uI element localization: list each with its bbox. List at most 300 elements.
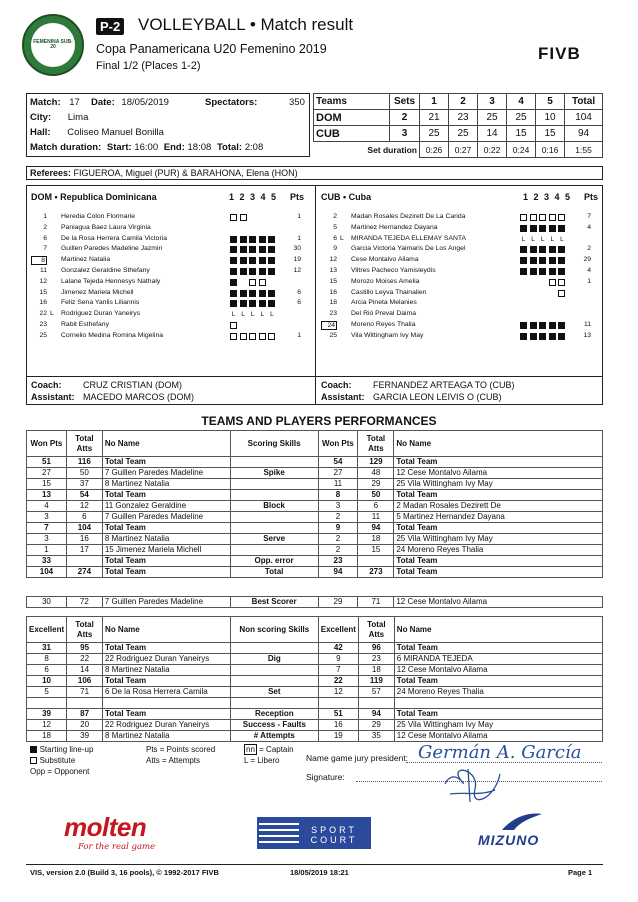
- score-header: 4: [507, 94, 536, 110]
- player-name: Moreno Reyes Thalia: [351, 321, 416, 328]
- legend-text: = Captain: [259, 745, 294, 754]
- end-value: 18:08: [187, 142, 212, 153]
- best-scorer-table: [26, 596, 603, 608]
- legend-opp: Opp = Opponent: [30, 767, 90, 776]
- player-number: 5: [333, 223, 337, 231]
- assistant-name: MACEDO MARCOS (DOM): [83, 392, 194, 402]
- hall-value: Coliseo Manuel Bonilla: [67, 127, 164, 138]
- empty-square-icon: [230, 333, 237, 340]
- player-name: Paniagua Baez Laura Virginia: [61, 223, 151, 231]
- stat-cell: 25 Vila Wittingham Ivy May: [394, 534, 603, 545]
- stat-cell: Total Team: [103, 676, 231, 687]
- skill-name: [230, 676, 318, 687]
- stat-cell: 50: [66, 468, 102, 479]
- mizuno-logo: MIZUNO: [478, 832, 540, 848]
- stat-cell: 25 Vila Wittingham Ivy May: [394, 719, 602, 730]
- player-number: 23: [329, 310, 337, 318]
- player-row: [31, 321, 313, 332]
- filled-square-icon: [240, 236, 247, 243]
- player-points: 1: [297, 234, 301, 242]
- player-name: Morozo Moises Amelia: [351, 277, 420, 285]
- spectators-label: Spectators:: [205, 97, 258, 108]
- legend-captain: [244, 744, 294, 755]
- libero-set-marker: L: [550, 235, 555, 243]
- player-number: 23: [39, 321, 47, 328]
- set-score: 25: [507, 110, 536, 126]
- player-name: Guillen Paredes Madeline Jazmin: [61, 245, 163, 253]
- skill-name: Opp. error: [230, 556, 318, 567]
- performance-row: [27, 708, 603, 719]
- total-value: 2:08: [244, 142, 264, 153]
- player-points: 1: [297, 331, 301, 339]
- skill-name: Reception: [230, 708, 318, 719]
- referees-label: Referees:: [30, 168, 72, 178]
- president-name-handwritten: Germán A. García: [418, 742, 582, 763]
- stat-cell: 104: [66, 523, 102, 534]
- set-participation: [230, 311, 278, 318]
- coach-label: Coach:: [31, 380, 62, 390]
- player-number: 15: [329, 277, 337, 285]
- stat-cell: 17: [66, 545, 102, 556]
- page-title: VOLLEYBALL • Match result: [138, 15, 354, 34]
- player-name: MIRANDA TEJEDA ELLEMAY SANTA: [351, 234, 467, 242]
- logo-inner: [31, 23, 75, 67]
- player-row: [31, 256, 313, 267]
- filled-square-icon: [539, 257, 546, 264]
- filled-square-icon: [230, 257, 237, 264]
- set-slot-blank: [259, 214, 266, 221]
- player-name: Cornelio Medina Romina Migelina: [61, 331, 164, 339]
- filled-square-icon: [520, 246, 527, 253]
- stat-cell: Total Team: [394, 523, 603, 534]
- stat-cell: 12 Cese Montalvo Ailama: [394, 597, 603, 608]
- player-name: Martinez Hernandez Dayana: [351, 223, 438, 231]
- empty-square-icon: [520, 214, 527, 221]
- stat-cell: 16: [66, 534, 102, 545]
- hall-row: [30, 127, 164, 138]
- player-number: 7: [43, 245, 47, 253]
- legend-mid: [146, 744, 215, 766]
- set-slot-blank: [259, 322, 266, 329]
- stat-cell: 24 Moreno Reyes Thalia: [394, 545, 603, 556]
- player-points: 29: [583, 256, 591, 264]
- player-name: Gonzalez Geraldine Sthefany: [61, 267, 150, 274]
- match-date: 18/05/2019: [121, 97, 169, 108]
- player-number: 6: [333, 234, 337, 242]
- skill-name: Best Scorer: [230, 597, 318, 608]
- stat-cell: 71: [67, 687, 103, 698]
- city-row: [30, 112, 88, 123]
- stat-cell: 94: [358, 523, 394, 534]
- filled-square-icon: [558, 322, 565, 329]
- set-score: 25: [449, 126, 478, 142]
- performance-row: [27, 512, 603, 523]
- empty-square-icon: [558, 279, 565, 286]
- set-duration: 1:55: [565, 142, 603, 158]
- player-number: 6: [43, 234, 47, 242]
- player-name: Madan Rosales Dezirett De La Carida: [351, 213, 466, 220]
- stat-cell: 18: [27, 730, 67, 741]
- set-participation: [520, 236, 568, 243]
- tournament-logo: [22, 14, 84, 76]
- stat-cell: 18: [358, 534, 394, 545]
- stat-cell: 129: [358, 457, 394, 468]
- match-number: 17: [69, 97, 80, 108]
- skill-name: [230, 523, 318, 534]
- filled-square-icon: [268, 246, 275, 253]
- mizuno-runbird-icon: [500, 812, 544, 832]
- set-participation: [230, 257, 278, 264]
- col-header: Excellent: [27, 617, 67, 643]
- competition-name: Copa Panamericana U20 Femenino 2019: [96, 42, 327, 56]
- filled-square-icon: [240, 257, 247, 264]
- stat-cell: 96: [358, 643, 394, 654]
- fivb-logo: FIVB: [538, 44, 581, 63]
- stat-cell: 37: [66, 479, 102, 490]
- score-header: 5: [536, 94, 565, 110]
- set-participation: [520, 322, 568, 329]
- empty-square-icon: [240, 214, 247, 221]
- stat-cell: 87: [67, 708, 103, 719]
- score-header: 2: [449, 94, 478, 110]
- player-row: [31, 267, 313, 278]
- col-header: Total Atts: [66, 431, 102, 457]
- libero-set-marker: L: [531, 235, 535, 243]
- col-header: No Name: [102, 431, 230, 457]
- stat-cell: 12 Cese Montalvo Ailama: [394, 468, 603, 479]
- stat-cell: 23: [358, 654, 394, 665]
- cub-assistant: [321, 392, 502, 402]
- libero-set-marker: L: [250, 311, 255, 319]
- stat-cell: 15: [358, 545, 394, 556]
- performance-row: [27, 676, 603, 687]
- sport-court-stripes: [259, 819, 299, 847]
- stat-cell: 10: [27, 676, 67, 687]
- player-row: [31, 310, 313, 321]
- stat-cell: 35: [358, 730, 394, 741]
- stat-cell: 7: [27, 523, 67, 534]
- set-slot-blank: [530, 279, 537, 286]
- player-points: 1: [587, 277, 591, 285]
- set-slot-blank: [530, 290, 537, 297]
- filled-square-icon: [549, 246, 556, 253]
- stat-cell: 6 De la Rosa Herrera Camila: [103, 687, 231, 698]
- spectators-row: [205, 97, 257, 108]
- player-points: 7: [587, 213, 591, 220]
- stat-cell: 7 Guillen Paredes Madeline: [102, 597, 230, 608]
- empty-square-icon: [240, 333, 247, 340]
- set-slot-blank: [249, 214, 256, 221]
- stat-cell: 7: [318, 665, 358, 676]
- skill-name: [230, 643, 318, 654]
- report-badge: P-2: [96, 18, 124, 35]
- player-points: 30: [293, 245, 301, 253]
- cub-roster: [321, 213, 603, 348]
- col-header: No Name: [394, 617, 602, 643]
- filled-square-icon: [230, 279, 237, 286]
- stat-cell: [358, 698, 394, 709]
- empty-square-icon: [558, 214, 565, 221]
- date-label: Date:: [91, 97, 115, 108]
- player-row: [321, 299, 603, 310]
- set-slot-blank: [520, 290, 527, 297]
- stat-cell: 274: [66, 567, 102, 578]
- dom-sets-header: 1 2 3 4 5: [229, 192, 278, 202]
- player-number: 15: [39, 288, 47, 296]
- hall-label: Hall:: [30, 127, 51, 138]
- stat-cell: 4: [27, 501, 67, 512]
- col-header: Scoring Skills: [230, 431, 318, 457]
- filled-square-icon: [249, 236, 256, 243]
- sets-won: 2: [390, 110, 420, 126]
- stat-cell: 2 Madan Rosales Dezirett De: [394, 501, 603, 512]
- filled-square-icon: [268, 236, 275, 243]
- stat-cell: 5: [27, 687, 67, 698]
- col-header: Excellent: [318, 617, 358, 643]
- assistant-label: Assistant:: [31, 392, 75, 402]
- player-name: Cese Montalvo Ailama: [351, 256, 419, 264]
- player-row: [31, 245, 313, 256]
- stat-cell: 22 Rodriguez Duran Yaneirys: [103, 719, 231, 730]
- stat-cell: 24 Moreno Reyes Thalia: [394, 687, 602, 698]
- filled-square-icon: [549, 322, 556, 329]
- stat-cell: 2: [318, 512, 358, 523]
- logo-text: FEMENINA SUB-20: [33, 38, 73, 50]
- filled-square-icon: [240, 268, 247, 275]
- player-number: 25: [329, 331, 337, 339]
- filled-square-icon: [530, 268, 537, 275]
- player-points: 19: [293, 256, 301, 264]
- empty-square-icon: [549, 214, 556, 221]
- set-slot-blank: [539, 279, 546, 286]
- stat-cell: 54: [318, 457, 358, 468]
- stat-cell: 9: [318, 523, 358, 534]
- stat-cell: 9: [318, 654, 358, 665]
- stat-cell: [103, 698, 231, 709]
- player-number: 2: [43, 223, 47, 231]
- libero-set-marker: L: [260, 311, 265, 319]
- player-name: Garcia Victoria Yaimaris De Los Angel: [351, 245, 466, 253]
- score-header: Sets: [390, 94, 420, 110]
- jury-label: Name game jury president:: [306, 753, 409, 763]
- stat-cell: 29: [358, 719, 394, 730]
- set-participation: [230, 214, 278, 221]
- player-number: 16: [39, 299, 47, 307]
- stat-cell: Total Team: [394, 708, 602, 719]
- player-number: 9: [333, 245, 337, 253]
- player-points: 13: [583, 331, 591, 339]
- set-score: 15: [507, 126, 536, 142]
- player-name: Viltres Pacheco Yamisleydis: [351, 267, 436, 274]
- filled-square-icon: [249, 300, 256, 307]
- stat-cell: Total Team: [102, 490, 230, 501]
- captain-box: nn: [246, 745, 255, 754]
- set-duration-label: Set duration: [314, 142, 420, 158]
- start-label: Start:: [106, 142, 132, 153]
- player-name: Feliz Sena Yanlis Liliannis: [61, 299, 140, 307]
- filled-square-icon: [249, 257, 256, 264]
- player-number: 12: [39, 277, 47, 285]
- software-version: VIS, version 2.0 (Build 3, 16 pools), © 1992-2017 FIVB: [30, 868, 219, 877]
- set-participation: [230, 322, 278, 329]
- team-code: CUB: [314, 126, 390, 142]
- match-label: Match:: [30, 97, 61, 108]
- performance-row: [27, 665, 603, 676]
- skill-name: Block: [230, 501, 318, 512]
- stat-cell: 94: [318, 567, 358, 578]
- stat-cell: 106: [67, 676, 103, 687]
- score-header: 1: [420, 94, 449, 110]
- filled-square-icon: [240, 290, 247, 297]
- set-score: 14: [478, 126, 507, 142]
- player-number: 25: [39, 331, 47, 339]
- performance-row: [27, 468, 603, 479]
- filled-square-icon: [249, 246, 256, 253]
- filled-square-icon: [268, 300, 275, 307]
- stat-cell: 8: [318, 490, 358, 501]
- filled-square-icon: [259, 290, 266, 297]
- stat-cell: Total Team: [394, 490, 603, 501]
- player-number: 16: [329, 288, 337, 296]
- filled-square-icon: [539, 246, 546, 253]
- legend-pts: Pts = Points scored: [146, 745, 216, 754]
- dom-pts-header: Pts: [290, 192, 305, 202]
- stat-cell: 12 Cese Montalvo Ailama: [394, 665, 602, 676]
- stat-cell: 16: [318, 719, 358, 730]
- stat-cell: 51: [27, 457, 67, 468]
- stat-cell: 27: [318, 468, 358, 479]
- skill-name: [230, 479, 318, 490]
- stat-cell: 22 Rodriguez Duran Yaneirys: [103, 654, 231, 665]
- stat-cell: [66, 556, 102, 567]
- set-participation: [230, 279, 278, 286]
- col-header: Total Atts: [358, 617, 394, 643]
- performance-row: [27, 534, 603, 545]
- set-participation: [230, 236, 278, 243]
- stat-cell: 6 MIRANDA TEJEDA: [394, 654, 602, 665]
- stat-cell: 12: [66, 501, 102, 512]
- performance-row: [27, 490, 603, 501]
- non-scoring-skills-table: [26, 616, 603, 742]
- player-name: Del Rió Preval Daima: [351, 310, 416, 318]
- dom-roster: [31, 213, 313, 348]
- stat-cell: 14: [67, 665, 103, 676]
- set-score: 23: [449, 110, 478, 126]
- stat-cell: 18: [358, 665, 394, 676]
- stat-cell: 2: [318, 545, 358, 556]
- player-points: 11: [583, 321, 591, 328]
- performance-row: [27, 654, 603, 665]
- score-header: 3: [478, 94, 507, 110]
- set-participation: [520, 225, 568, 232]
- end-label: End:: [163, 142, 185, 153]
- set-slot-blank: [268, 322, 275, 329]
- scoring-skills-table: [26, 430, 603, 578]
- stat-cell: 1: [27, 545, 67, 556]
- filled-square-icon: [230, 268, 237, 275]
- stat-cell: 72: [66, 597, 102, 608]
- duration-label: Match duration:: [30, 142, 102, 153]
- player-points: 6: [297, 299, 301, 307]
- filled-square-icon: [520, 257, 527, 264]
- empty-square-icon: [249, 279, 256, 286]
- player-name: Jimenez Mariela Michell: [61, 288, 134, 296]
- dom-coach: [31, 380, 182, 390]
- stat-cell: 29: [318, 597, 358, 608]
- coach-name: CRUZ CRISTIAN (DOM): [83, 380, 182, 390]
- libero-set-marker: L: [270, 311, 274, 319]
- filled-square-icon: [558, 268, 565, 275]
- stat-cell: 95: [67, 643, 103, 654]
- filled-square-icon: [549, 257, 556, 264]
- legend-right: [244, 744, 294, 766]
- stat-cell: 39: [27, 708, 67, 719]
- libero-set-marker: L: [231, 311, 236, 319]
- stat-cell: 12 Cese Montalvo Ailama: [394, 730, 602, 741]
- set-participation: [520, 333, 568, 340]
- set-participation: [520, 246, 568, 253]
- stat-cell: Total Team: [102, 523, 230, 534]
- set-slot-blank: [240, 322, 247, 329]
- legend-libero: L = Libero: [244, 756, 280, 765]
- signature-label: Signature:: [306, 772, 345, 782]
- skill-name: Serve: [230, 534, 318, 545]
- stat-cell: 6: [358, 501, 394, 512]
- performance-row: [27, 719, 603, 730]
- player-points: 2: [587, 245, 591, 253]
- stat-cell: 20: [67, 719, 103, 730]
- player-name: Martinez Natalia: [61, 256, 111, 264]
- col-header: Non scoring Skills: [230, 617, 318, 643]
- stat-cell: 11: [318, 479, 358, 490]
- legend-text: Starting line-up: [39, 745, 94, 754]
- player-points: 12: [293, 267, 301, 274]
- performance-row: [27, 643, 603, 654]
- legend-left: [30, 744, 93, 777]
- filled-square-icon: [259, 236, 266, 243]
- filled-square-icon: [520, 322, 527, 329]
- filled-square-icon: [539, 225, 546, 232]
- player-number: 12: [329, 256, 337, 264]
- performance-row: [27, 556, 603, 567]
- filled-square-icon: [539, 268, 546, 275]
- libero-set-marker: L: [241, 311, 245, 319]
- round-name: Final 1/2 (Places 1-2): [96, 60, 201, 72]
- player-row: [31, 289, 313, 300]
- filled-square-icon: [558, 333, 565, 340]
- set-participation: [230, 290, 278, 297]
- performance-row: [27, 523, 603, 534]
- stat-cell: 94: [358, 708, 394, 719]
- stat-cell: 119: [358, 676, 394, 687]
- score-header: Teams: [314, 94, 390, 110]
- set-participation: [520, 214, 568, 221]
- score-table: [313, 93, 603, 158]
- filled-square-icon: [520, 268, 527, 275]
- set-slot-blank: [549, 290, 556, 297]
- stat-cell: 27: [27, 468, 67, 479]
- roster-box: [26, 185, 603, 405]
- stat-cell: 7 Guillen Paredes Madeline: [102, 512, 230, 523]
- player-row: [321, 321, 603, 332]
- skill-name: Spike: [230, 468, 318, 479]
- stat-cell: Total Team: [394, 556, 603, 567]
- stat-cell: 13: [27, 490, 67, 501]
- filled-square-icon: [259, 300, 266, 307]
- performance-row: [27, 545, 603, 556]
- player-name: Rabit Esthefany: [61, 321, 109, 328]
- stat-cell: 7 Guillen Paredes Madeline: [102, 468, 230, 479]
